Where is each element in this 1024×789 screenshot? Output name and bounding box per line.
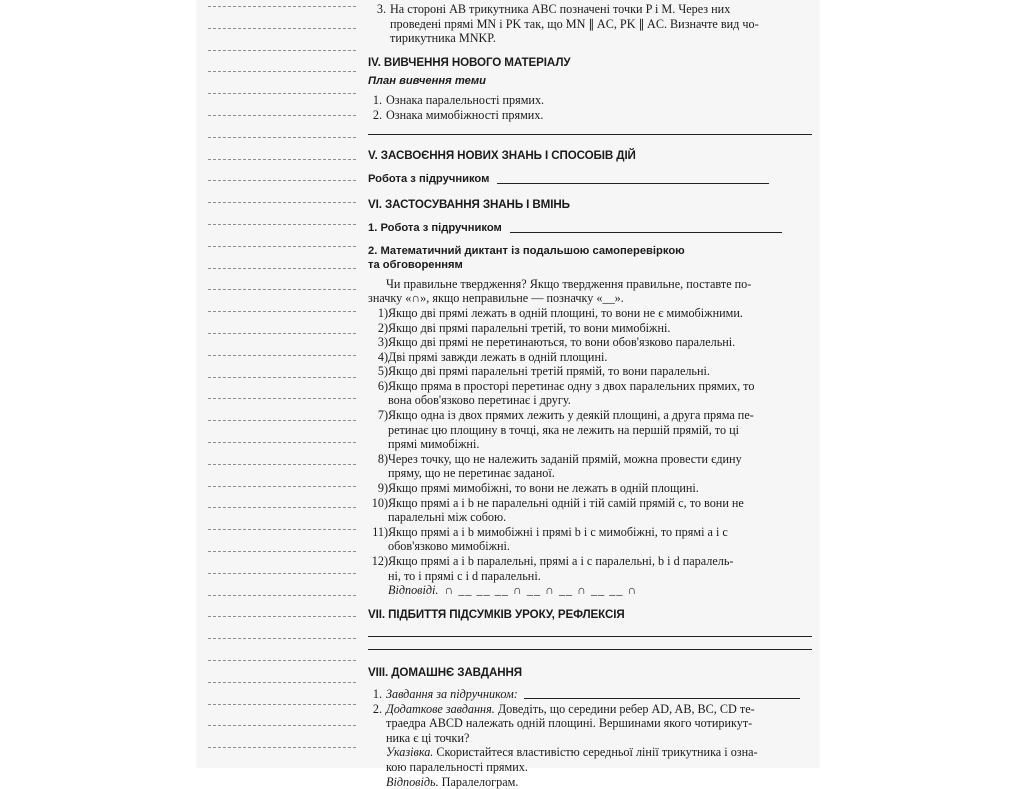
statement-line: пряму, що не перетинає заданої.	[388, 466, 555, 481]
note-rule	[208, 137, 356, 138]
plan-title: План вивчення теми	[368, 75, 486, 88]
dictation-title: та обговоренням	[368, 259, 463, 272]
task-3	[368, 2, 812, 46]
statement-number: 2)	[377, 320, 388, 335]
statement-line: Якщо прямі a і b паралельні, прямі a і c паралельні, b і d паралель-	[388, 554, 734, 568]
statement-number: 10)	[371, 495, 388, 510]
statement-item	[368, 481, 812, 496]
statement-line: Дві прямі завжди лежать в одній площині.	[388, 349, 608, 364]
note-rule	[208, 180, 356, 181]
note-rule	[208, 355, 356, 356]
note-rule	[208, 486, 356, 487]
note-rule	[208, 333, 356, 334]
statement-line: Через точку, що не належить заданій прямій, можна провести єдину	[388, 451, 742, 466]
statement-list	[368, 306, 812, 583]
task-line: тирикутника MNKP.	[390, 31, 496, 46]
note-rule	[208, 442, 356, 443]
statement-line: Якщо прямі a і b не паралельні одній і тій самій прямій c, то вони не	[388, 495, 744, 510]
statement-item	[368, 554, 812, 583]
answer-blank	[510, 221, 782, 233]
statement-line: ні, то і прямі c і d паралельні.	[388, 568, 541, 583]
task-line: На стороні AB трикутника ABC позначені точки P і M. Через них	[390, 2, 731, 16]
section-title: IV. ВИВЧЕННЯ НОВОГО МАТЕРІАЛУ	[368, 55, 571, 69]
statement-line: прямі мимобіжні.	[388, 437, 480, 452]
note-rule	[208, 202, 356, 203]
note-rule	[208, 507, 356, 508]
statement-line: Якщо дві прямі паралельні третій прямій, то вони паралельні.	[388, 364, 710, 379]
note-rule	[208, 71, 356, 72]
statement-line: Якщо дві прямі лежать в одній площині, то вони не є мимобіжними.	[388, 305, 743, 320]
answer-blank	[497, 172, 769, 184]
plan-item: 1. Ознака паралельності прямих.	[372, 92, 545, 107]
answer-blank	[524, 687, 800, 699]
statement-line: ретинає цю площину в точці, яка не лежить на першій прямій, то ці	[388, 422, 740, 437]
note-rule	[208, 246, 356, 247]
note-rule	[208, 573, 356, 574]
statement-number: 8)	[377, 451, 388, 466]
section-title: VIII. ДОМАШНЄ ЗАВДАННЯ	[368, 666, 523, 680]
statement-number: 1)	[377, 305, 388, 320]
statement-item	[368, 350, 812, 365]
note-rule	[208, 464, 356, 465]
statement-item	[368, 364, 812, 379]
statement-item	[368, 335, 812, 350]
section-title: VI. ЗАСТОСУВАННЯ ЗНАНЬ І ВМІНЬ	[368, 198, 570, 212]
hint-label: Указівка.	[386, 745, 434, 760]
statement-line: Якщо одна із двох прямих лежить у деякій площині, а друга пряма пе-	[388, 408, 754, 423]
answer-line	[368, 636, 812, 637]
statement-item	[368, 496, 812, 525]
note-rule	[208, 747, 356, 748]
dictation-intro: Чи правильне твердження? Якщо твердження правильне, поставте по-	[386, 276, 752, 291]
divider-line	[368, 134, 812, 135]
notes-margin	[208, 0, 356, 768]
note-rule	[208, 50, 356, 51]
statement-item	[368, 452, 812, 481]
statement-number: 3)	[377, 335, 388, 350]
note-rule	[208, 529, 356, 530]
statement-line: Якщо прямі a і b мимобіжні і прямі b і c мимобіжні, то прямі a і c	[388, 524, 728, 539]
statement-item	[368, 306, 812, 321]
note-rule	[208, 682, 356, 683]
lesson-content	[368, 2, 812, 789]
answer-label: Відповідь.	[386, 774, 439, 789]
plan-item: 2. Ознака мимобіжності прямих.	[372, 107, 544, 122]
section-title: VII. ПІДБИТТЯ ПІДСУМКІВ УРОКУ, РЕФЛЕКСІЯ	[368, 607, 625, 621]
note-rule	[208, 638, 356, 639]
note-rule	[208, 398, 356, 399]
note-rule	[208, 159, 356, 160]
note-rule	[208, 420, 356, 421]
note-rule	[208, 93, 356, 94]
statement-line: Якщо прямі мимобіжні, то вони не лежать в одній площині.	[388, 481, 699, 496]
statement-number: 5)	[377, 364, 388, 379]
note-rule	[208, 311, 356, 312]
section-title: V. ЗАСВОЄННЯ НОВИХ ЗНАНЬ І СПОСОБІВ ДІЙ	[368, 149, 636, 163]
statement-item	[368, 379, 812, 408]
statement-item	[368, 525, 812, 554]
note-rule	[208, 268, 356, 269]
statement-line: Якщо дві прямі не перетинаються, то вони обов'язково паралельні.	[388, 335, 736, 350]
statement-line: обов'язково мимобіжні.	[388, 539, 510, 554]
textbook-work: Робота з підручником	[368, 172, 812, 187]
statement-line: паралельні між собою.	[388, 510, 507, 525]
note-rule	[208, 289, 356, 290]
note-rule	[208, 377, 356, 378]
note-rule	[208, 115, 356, 116]
statement-number: 11)	[372, 524, 388, 539]
statement-number: 4)	[377, 349, 388, 364]
dictation-title: 2. Математичний диктант із подальшою самоперевіркою	[368, 244, 685, 257]
dictation-intro: значку «∩», якщо неправильне — позначку «__».	[368, 291, 624, 306]
statement-number: 6)	[377, 378, 388, 393]
statement-line: Якщо дві прямі паралельні третій, то вони мимобіжні.	[388, 320, 671, 335]
statement-item	[368, 408, 812, 452]
answers-row	[368, 583, 812, 598]
task-number: 3.	[376, 2, 386, 16]
answers-label: Відповіді.	[388, 583, 439, 598]
homework-item: 1. Завдання за підручником:	[368, 687, 812, 702]
textbook-work: 1. Робота з підручником	[368, 221, 812, 236]
note-rule	[208, 28, 356, 29]
statement-item	[368, 321, 812, 336]
statement-number: 7)	[377, 408, 388, 423]
note-rule	[208, 224, 356, 225]
statement-line: вона обов'язково перетинає і другу.	[388, 393, 571, 408]
answer-line	[368, 649, 812, 650]
note-rule	[208, 660, 356, 661]
statement-number: 12)	[371, 554, 388, 568]
note-rule	[208, 551, 356, 552]
note-rule	[208, 616, 356, 617]
note-rule	[208, 725, 356, 726]
homework-item: 2. Додаткове завдання. Доведіть, що середини ребер AD, AB, BC, CD те- траедра ABCD належать одній площині. Вершинами якого чотирикут- ника є ці точки? Указівка. Скористайтеся властивістю середньої лінії трикутника і озна- кою паралельності прямих. Відповідь. Паралелограм.	[372, 701, 758, 789]
answers-marks: ∩ __ __ __ ∩ __ ∩ __ ∩ __ __ ∩	[444, 583, 638, 598]
note-rule	[208, 6, 356, 7]
statement-line: Якщо пряма в просторі перетинає одну з двох паралельних прямих, то	[388, 378, 755, 393]
task-line: проведені прямі MN і PK так, що MN ∥ AC, PK ∥ AC. Визначте вид чо-	[390, 16, 759, 31]
note-rule	[208, 704, 356, 705]
statement-number: 9)	[377, 481, 388, 496]
note-rule	[208, 595, 356, 596]
